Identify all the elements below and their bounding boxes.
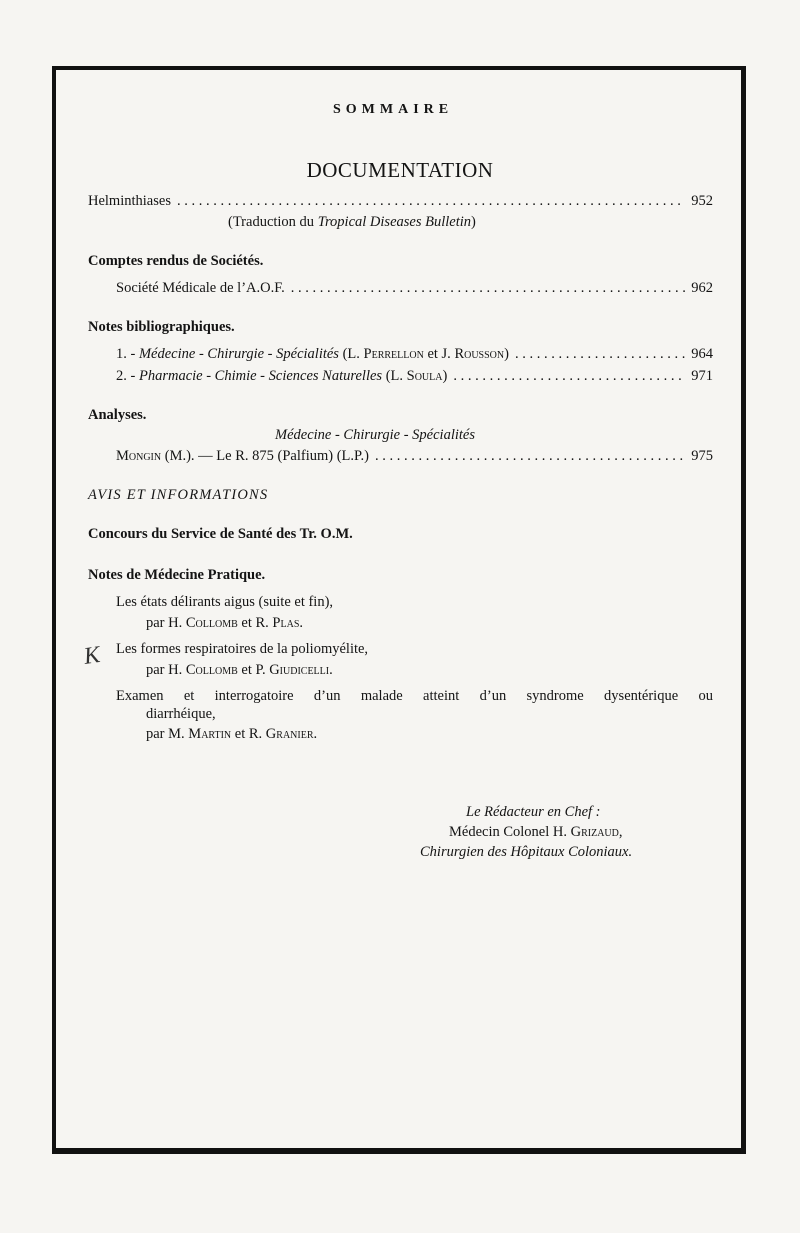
- byline-and: et P.: [241, 662, 266, 678]
- item-title: Pharmacie - Chimie - Sciences Naturelles: [138, 368, 383, 384]
- notes-pratique-heading: Notes de Médecine Pratique.: [88, 567, 266, 583]
- item-number: 1. -: [116, 346, 136, 362]
- toc-entry-biblio-2[interactable]: [116, 368, 713, 385]
- byline-and: et R.: [241, 615, 269, 631]
- notes-biblio-heading: Notes bibliographiques.: [88, 319, 235, 335]
- authors-close: ): [504, 346, 509, 362]
- toc-entry-helminthiases[interactable]: [88, 193, 713, 210]
- article-title-continued: diarrhéique,: [146, 706, 216, 722]
- article-byline: [146, 615, 303, 632]
- avis-heading: AVIS ET INFORMATIONS: [88, 487, 269, 503]
- leader-dots: [453, 368, 685, 385]
- article-title[interactable]: Les états délirants aigus (suite et fin),: [116, 594, 334, 610]
- toc-entry-page: 952: [691, 193, 713, 209]
- author-name: Rousson: [454, 346, 505, 362]
- author-initial: L.: [390, 368, 404, 384]
- toc-entry-label: Société Médicale de l’A.O.F.: [116, 280, 285, 296]
- translation-source: Tropical Diseases Bulletin: [317, 214, 472, 230]
- translation-suffix: ): [471, 214, 476, 230]
- author-name: Collomb: [185, 662, 238, 678]
- toc-entry-page: 975: [691, 448, 713, 464]
- item-number: 2. -: [116, 368, 136, 384]
- author-name: Giudicelli.: [269, 662, 333, 678]
- toc-entry-page: 962: [691, 280, 713, 296]
- author-name: Granier.: [265, 726, 318, 742]
- toc-entry-analyse-mongin[interactable]: [116, 448, 713, 465]
- toc-entry-page: 971: [691, 368, 713, 384]
- article-title[interactable]: Les formes respiratoires de la poliomyélite,: [116, 641, 369, 657]
- authors-open: (: [342, 346, 348, 362]
- toc-entry-label: Helminthiases: [88, 193, 171, 209]
- toc-entry-societe-medicale[interactable]: [116, 280, 713, 297]
- toc-entry-label: [116, 368, 447, 385]
- sommaire-heading: SOMMAIRE: [333, 102, 454, 117]
- toc-entry-page: 964: [691, 346, 713, 362]
- analyses-subheading: Médecine - Chirurgie - Spécialités: [275, 427, 475, 443]
- editor-name-line: [449, 824, 623, 841]
- author-name: Collomb: [185, 615, 238, 631]
- authors-close: ): [442, 368, 448, 384]
- editor-title: Chirurgien des Hôpitaux Coloniaux.: [420, 844, 633, 860]
- byline-prefix: par H.: [146, 615, 183, 631]
- analyses-heading: Analyses.: [88, 407, 147, 423]
- author-initial: J.: [441, 346, 451, 362]
- translation-prefix: (Traduction du: [228, 214, 315, 230]
- author-name: Martin: [188, 726, 232, 742]
- toc-entry-label: [116, 346, 509, 363]
- toc-entry-biblio-1[interactable]: [116, 346, 713, 363]
- article-byline: [146, 662, 333, 679]
- editor-name: Grizaud: [570, 824, 619, 840]
- comptes-rendus-heading: Comptes rendus de Sociétés.: [88, 253, 264, 269]
- byline-prefix: par H.: [146, 662, 183, 678]
- author-name: Mongin: [116, 448, 162, 464]
- item-rest: (M.). — Le R. 875 (Palfium) (L.P.): [164, 448, 369, 464]
- article-byline: [146, 726, 317, 743]
- author-name: Soula: [406, 368, 443, 384]
- author-name: Perrellon: [363, 346, 424, 362]
- leader-dots: [375, 448, 685, 465]
- byline-and: et R.: [234, 726, 263, 742]
- leader-dots: [291, 280, 685, 297]
- authors-open: (: [385, 368, 391, 384]
- translation-note: [228, 214, 476, 231]
- article-title[interactable]: Examen et interrogatoire d’un malade atteint d’un syndrome dysentérique ou: [116, 688, 713, 704]
- leader-dots: [515, 346, 685, 363]
- editor-role: Le Rédacteur en Chef :: [466, 804, 601, 820]
- author-initial: L.: [347, 346, 360, 362]
- authors-connector: et: [427, 346, 438, 362]
- editor-name-prefix: Médecin Colonel H.: [449, 824, 567, 840]
- concours-heading: Concours du Service de Santé des Tr. O.M.: [88, 526, 353, 542]
- handwritten-margin-mark: K: [82, 642, 102, 670]
- documentation-title: DOCUMENTATION: [306, 158, 494, 182]
- author-name: Plas.: [272, 615, 304, 631]
- item-title: Médecine - Chirurgie - Spécialités: [138, 346, 339, 362]
- leader-dots: [177, 193, 685, 210]
- toc-entry-label: [116, 448, 369, 465]
- byline-prefix: par M.: [146, 726, 185, 742]
- editor-name-suffix: ,: [618, 824, 623, 840]
